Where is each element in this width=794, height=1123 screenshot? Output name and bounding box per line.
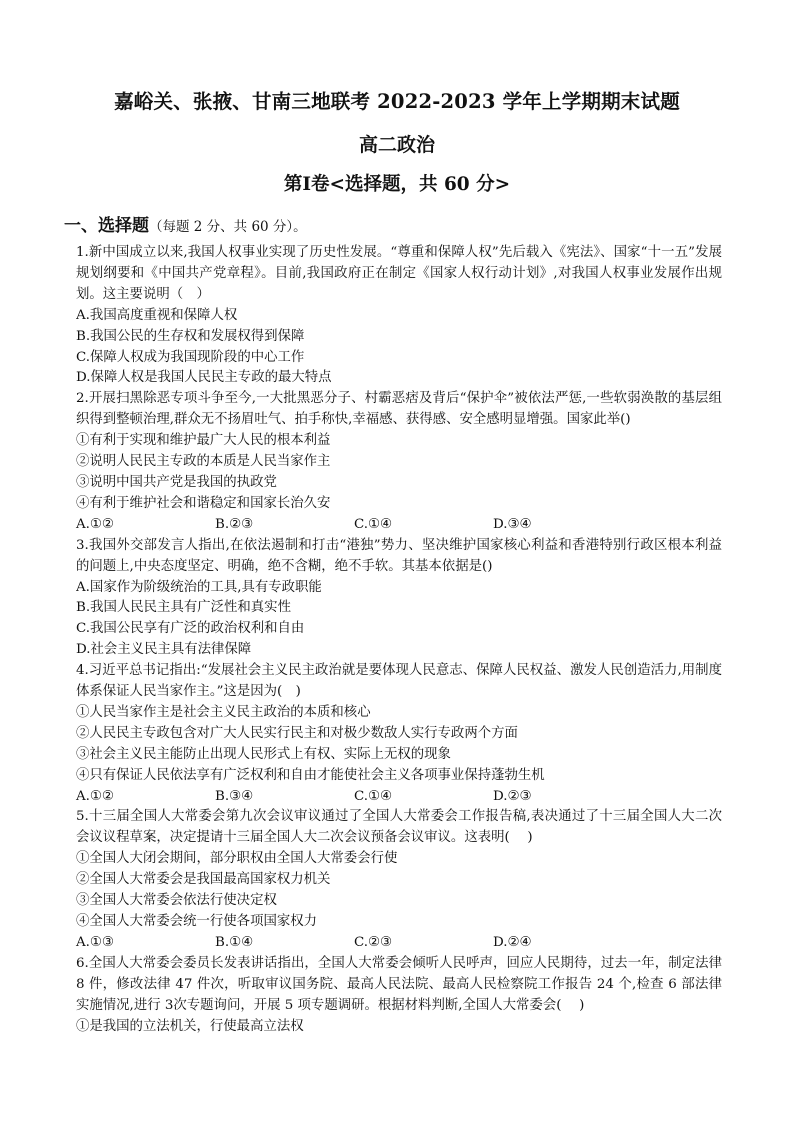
question-stem: 3.我国外交部发言人指出,在依法遏制和打击“港独”势力、坚决维护国家核心利益和香港特别行政区根本利益的问题上,中央态度坚定、明确，绝不含糊，绝不手软。其基本依据是() xyxy=(76,537,722,574)
question-list xyxy=(76,243,722,1037)
section-note: （每题 2 分、共 60 分）。 xyxy=(149,219,307,235)
question-stem: 2.开展扫黑除恶专项斗争至今,一大批黑恶分子、村霸恶痞及背后“保护伞”被依法严惩,一些软弱涣散的基层组织得到整顿治理,群众无不扬眉吐气、拍手称快,幸福感、获得感、安全感明显增强。国家此举() xyxy=(76,391,722,428)
question-block xyxy=(76,536,722,661)
question-line: ③社会主义民主能防止出现人民形式上有权、实际上无权的现象 xyxy=(76,746,451,762)
answer-options xyxy=(76,933,722,954)
exam-title: 嘉峪关、张掖、甘南三地联考 2022-2023 学年上学期期末试题 xyxy=(114,90,680,113)
answer-option: D.②③ xyxy=(493,788,532,804)
question-line: ①是我国的立法机关，行使最高立法权 xyxy=(76,1018,304,1034)
answer-option: C.①④ xyxy=(354,516,393,532)
question-line: B.我国人民民主具有广泛性和真实性 xyxy=(76,600,291,616)
section-heading-text: 一、选择题 xyxy=(64,216,149,236)
answer-option: D.②④ xyxy=(493,934,532,950)
question-block xyxy=(76,389,722,535)
question-line: ②人民民主专政包含对广大人民实行民主和对极少数敌人实行专政两个方面 xyxy=(76,725,518,741)
question-block xyxy=(76,807,722,953)
question-line: ①有利于实现和维护最广大人民的根本利益 xyxy=(76,433,331,449)
question-line: ②说明人民民主专政的本质是人民当家作主 xyxy=(76,454,331,470)
question-block xyxy=(76,954,722,1038)
answer-options xyxy=(76,787,722,808)
subject-title: 高二政治 xyxy=(358,134,435,156)
question-line: A.我国高度重视和保障人权 xyxy=(76,307,238,323)
question-line: ④全国人大常委会统一行使各项国家权力 xyxy=(76,914,318,929)
question-line: ②全国人大常委会是我国最高国家权力机关 xyxy=(76,872,331,888)
question-line: ④有利于维护社会和谐稳定和国家长治久安 xyxy=(76,495,331,511)
question-line: C.保障人权成为我国现阶段的中心工作 xyxy=(76,349,305,365)
answer-option: A.①② xyxy=(76,516,114,532)
question-line: D.社会主义民主具有法律保障 xyxy=(76,642,252,658)
question-stem: 4.习近平总书记指出:“发展社会主义民主政治就是要体现人民意志、保障人民权益、激发人民创造活力,用制度体系保证人民当家作主。”这是因为( ) xyxy=(76,663,722,700)
question-stem: 5.十三届全国人大常委会第九次会议审议通过了全国人大常委会工作报告稿,表决通过了十三届全国人大二次会议议程草案，决定提请十三届全国人大二次会议预备会议审议。这表明( ) xyxy=(76,809,722,846)
question-line: ③全国人大常委会依法行使决定权 xyxy=(76,893,277,909)
question-line: ①全国人大闭会期间，部分职权由全国人大常委会行使 xyxy=(76,851,398,867)
answer-options xyxy=(76,515,722,536)
answer-option: C.①④ xyxy=(354,788,393,804)
question-line: C.我国公民享有广泛的政治权利和自由 xyxy=(76,621,305,637)
question-line: ③说明中国共产党是我国的执政党 xyxy=(76,474,277,490)
question-stem: 6.全国人大常委会委员长发表讲话指出，全国人大常委会倾听人民呼声，回应人民期待，过去一年，制定法律 8 件，修改法律 47 件次，听取审议国务院、最高人民法院、最高人民检察院工作报告 24 个,检查 6 部法律实施情况,进行 3次专题询问，开展 5 项专题调研。根据材料判断,全国人大常委会( ) xyxy=(76,955,722,1013)
question-block xyxy=(76,661,722,807)
answer-option: C.②③ xyxy=(354,934,393,950)
question-block xyxy=(76,243,722,389)
question-line: A.国家作为阶级统治的工具,具有专政职能 xyxy=(76,579,322,595)
question-stem: 1.新中国成立以来,我国人权事业实现了历史性发展。“尊重和保障人权”先后载入《宪法》、国家“十一五”发展规划纲要和《中国共产党章程》。目前,我国政府正在制定《国家人权行动计划》,对我国人权事业发展作出规划。这主要说明（ ） xyxy=(76,245,722,302)
answer-option: B.③④ xyxy=(215,788,254,804)
answer-option: B.①④ xyxy=(215,934,254,950)
question-line: B.我国公民的生存权和发展权得到保障 xyxy=(76,328,305,344)
answer-option: A.①③ xyxy=(76,934,114,950)
question-line: ④只有保证人民依法享有广泛权利和自由才能使社会主义各项事业保持蓬勃生机 xyxy=(76,767,545,783)
answer-option: A.①② xyxy=(76,788,114,804)
question-line: ①人民当家作主是社会主义民主政治的本质和核心 xyxy=(76,704,371,720)
question-line: D.保障人权是我国人民民主专政的最大特点 xyxy=(76,370,332,386)
answer-option: B.②③ xyxy=(215,516,254,532)
answer-option: D.③④ xyxy=(493,516,532,532)
part-title: 第Ⅰ卷<选择题，共 60 分> xyxy=(283,174,511,195)
section-heading xyxy=(64,211,307,236)
